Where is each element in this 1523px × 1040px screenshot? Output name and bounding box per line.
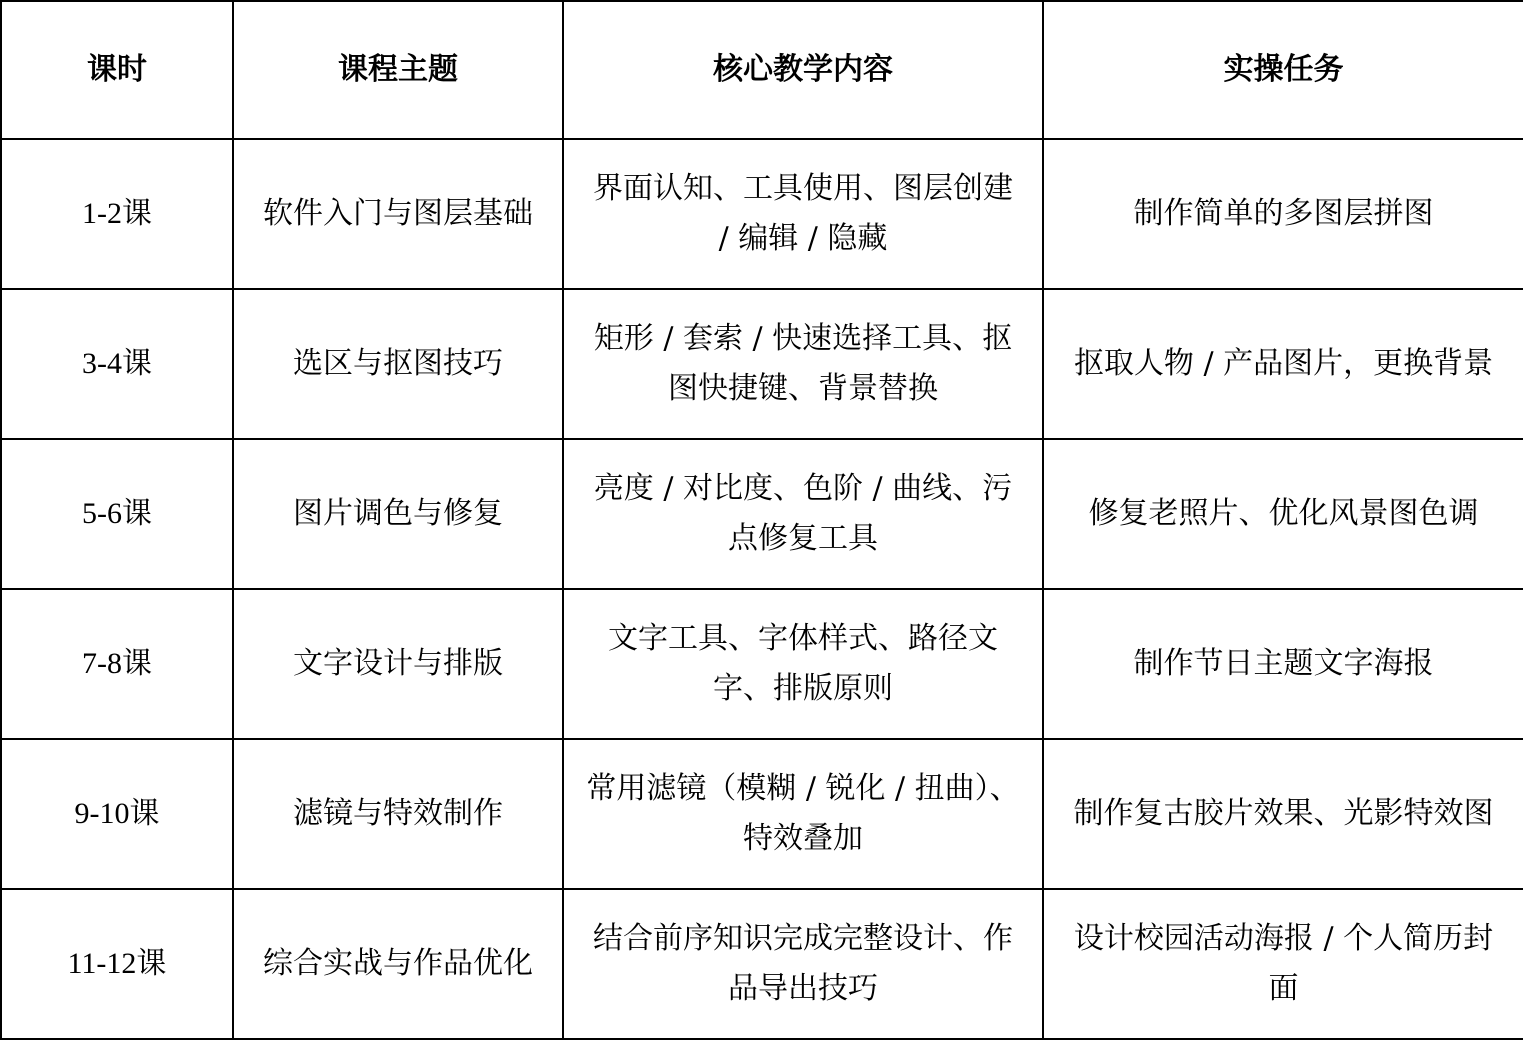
row-task: 抠取人物 / 产品图片，更换背景: [1043, 289, 1523, 439]
table-row: [1, 439, 1523, 589]
row-content: 常用滤镜（模糊 / 锐化 / 扭曲）、特效叠加: [563, 739, 1043, 889]
row-topic: 图片调色与修复: [233, 439, 563, 589]
row-topic: 综合实战与作品优化: [233, 889, 563, 1039]
row-topic: 选区与抠图技巧: [233, 289, 563, 439]
table-row: [1, 139, 1523, 289]
header-topic: 课程主题: [233, 1, 563, 139]
row-task: 制作复古胶片效果、光影特效图: [1043, 739, 1523, 889]
row-topic: 文字设计与排版: [233, 589, 563, 739]
row-task: 制作简单的多图层拼图: [1043, 139, 1523, 289]
row-content: 结合前序知识完成完整设计、作品导出技巧: [563, 889, 1043, 1039]
row-content: 界面认知、工具使用、图层创建 / 编辑 / 隐藏: [563, 139, 1043, 289]
row-period: 7-8课: [1, 589, 233, 739]
header-task: 实操任务: [1043, 1, 1523, 139]
header-content: 核心教学内容: [563, 1, 1043, 139]
row-task: 设计校园活动海报 / 个人简历封面: [1043, 889, 1523, 1039]
row-period: 11-12课: [1, 889, 233, 1039]
header-period: 课时: [1, 1, 233, 139]
table-row: [1, 289, 1523, 439]
row-task: 制作节日主题文字海报: [1043, 589, 1523, 739]
row-period: 1-2课: [1, 139, 233, 289]
row-topic: 软件入门与图层基础: [233, 139, 563, 289]
row-topic: 滤镜与特效制作: [233, 739, 563, 889]
row-period: 9-10课: [1, 739, 233, 889]
table-header-row: [1, 1, 1523, 139]
row-task: 修复老照片、优化风景图色调: [1043, 439, 1523, 589]
row-content: 文字工具、字体样式、路径文字、排版原则: [563, 589, 1043, 739]
row-content: 矩形 / 套索 / 快速选择工具、抠图快捷键、背景替换: [563, 289, 1043, 439]
table-row: [1, 589, 1523, 739]
table-row: [1, 889, 1523, 1039]
row-period: 5-6课: [1, 439, 233, 589]
table-row: [1, 739, 1523, 889]
row-content: 亮度 / 对比度、色阶 / 曲线、污点修复工具: [563, 439, 1043, 589]
row-period: 3-4课: [1, 289, 233, 439]
